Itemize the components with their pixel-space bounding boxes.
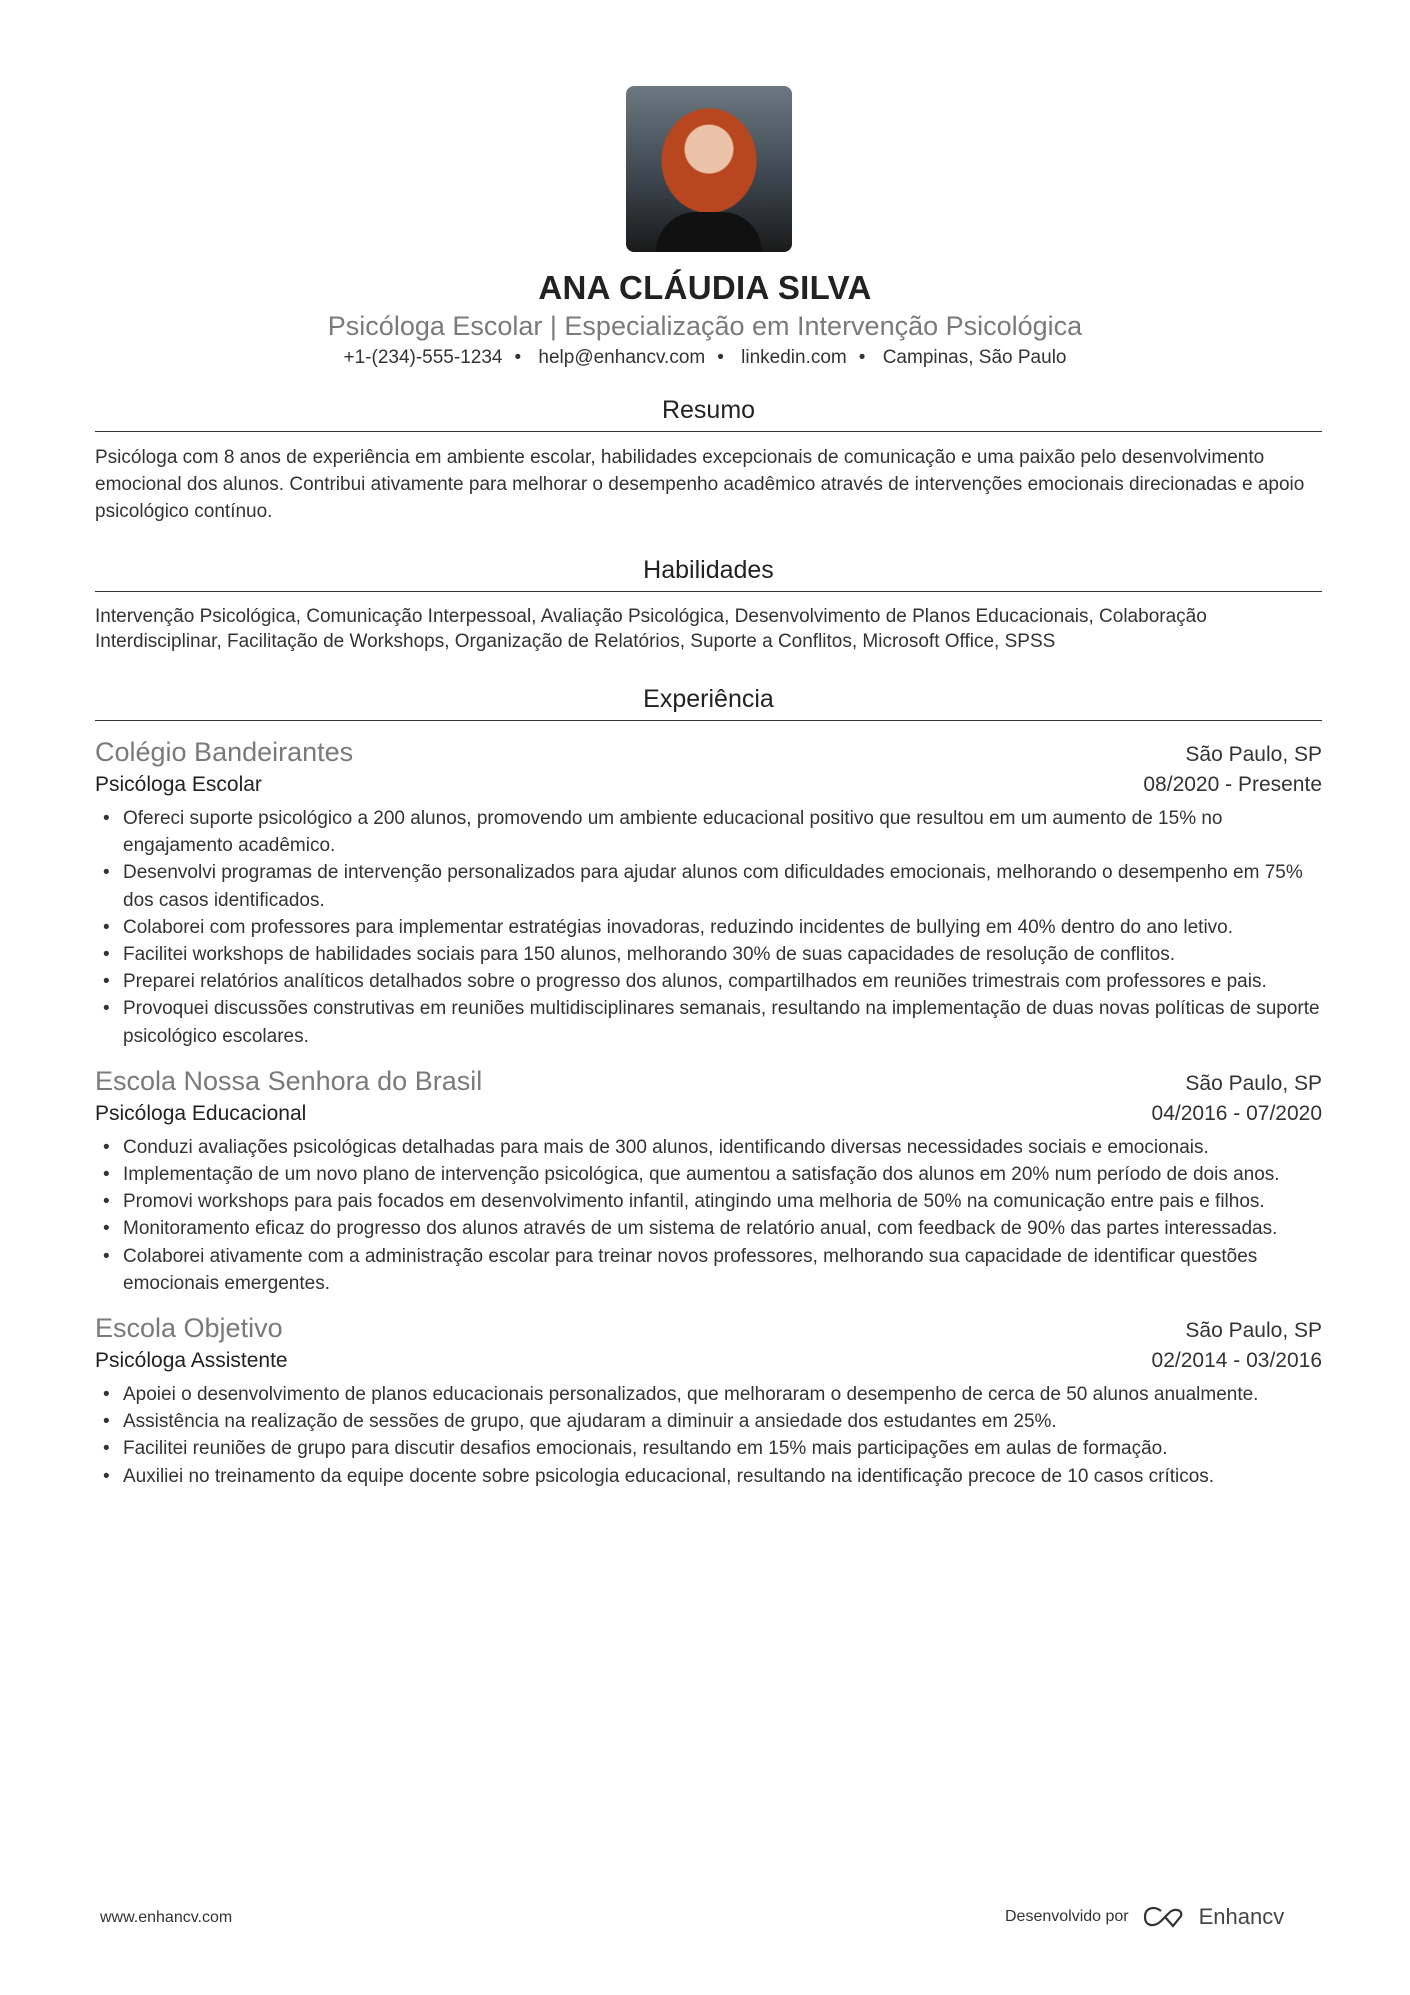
job-dates: 02/2014 - 03/2016 (1151, 1349, 1322, 1373)
job-bullets (95, 1381, 1322, 1490)
section-heading: Experiência (95, 684, 1322, 721)
company-name: Colégio Bandeirantes (95, 737, 354, 767)
company-name: Escola Nossa Senhora do Brasil (95, 1065, 483, 1096)
skills-text: Intervenção Psicológica, Comunicação Interpessoal, Avaliação Psicológica, Desenvolvimento de Planos Educacionais, Colaboração Interdisciplinar, Facilitação de Workshops, Organização de Relatórios, Suporte a Conflitos, Microsoft Office, SPSS (95, 606, 1207, 652)
summary-section (95, 395, 1322, 525)
location: Campinas, São Paulo (882, 347, 1067, 368)
profile-photo (626, 86, 792, 252)
footer-brand (1005, 1904, 1284, 1930)
bullet-item: • Promovi workshops para pais focados em desenvolvimento infantil, atingindo uma melhoria de 50% na comunicação entre pais e filhos. (95, 1188, 1322, 1215)
job-dates: 04/2016 - 07/2020 (1151, 1101, 1322, 1125)
linkedin[interactable]: linkedin.com (741, 347, 847, 368)
job-role: Psicóloga Escolar (95, 773, 262, 796)
powered-by: Desenvolvido por (1005, 1908, 1129, 1925)
section-heading: Habilidades (95, 555, 1322, 592)
resume-header (0, 268, 1410, 372)
bullet-item: • Desenvolvi programas de intervenção personalizados para ajudar alunos com dificuldades emocionais, melhorando o desempenho em 75% dos casos identificados. (95, 859, 1322, 913)
bullet-item: • Monitoramento eficaz do progresso dos alunos através de um sistema de relatório anual, com feedback de 90% das partes interessadas. (95, 1215, 1322, 1242)
job-bullets (95, 805, 1322, 1050)
bullet-item: • Preparei relatórios analíticos detalhados sobre o progresso dos alunos, compartilhados em reuniões trimestrais com professores e pais. (95, 968, 1322, 995)
bullet-item: • Implementação de um novo plano de intervenção psicológica, que aumentou a satisfação dos alunos em 20% num período de dois anos. (95, 1161, 1322, 1188)
job-location: São Paulo, SP (1185, 1319, 1322, 1343)
summary-text: Psicóloga com 8 anos de experiência em ambiente escolar, habilidades excepcionais de comunicação e uma paixão pelo desenvolvimento emocional dos alunos. Contribui ativamente para melhorar o desempenho acadêmico através de intervenções emocionais direcionadas e apoio psicológico contínuo. (95, 447, 1305, 522)
bullet-item: • Colaborei com professores para implementar estratégias inovadoras, reduzindo incidentes de bullying em 40% dentro do ano letivo. (95, 914, 1322, 941)
bullet-item: • Facilitei workshops de habilidades sociais para 150 alunos, melhorando 30% de suas capacidades de resolução de conflitos. (95, 941, 1322, 968)
job-entry (95, 1064, 1322, 1297)
section-heading: Resumo (95, 395, 1322, 432)
job-bullets (95, 1134, 1322, 1297)
bullet-item: • Provoquei discussões construtivas em reuniões multidisciplinares semanais, resultando na implementação de duas novas políticas de suporte psicológico escolares. (95, 995, 1322, 1049)
bullet-item: • Colaborei ativamente com a administração escolar para treinar novos professores, melhorando sua capacidade de identificar questões emocionais emergentes. (95, 1243, 1322, 1297)
bullet-item: • Ofereci suporte psicológico a 200 alunos, promovendo um ambiente educacional positivo que resultou em um aumento de 15% no engajamento acadêmico. (95, 805, 1322, 859)
bullet-item: • Conduzi avaliações psicológicas detalhadas para mais de 300 alunos, identificando diversas necessidades sociais e emocionais. (95, 1134, 1322, 1161)
contact-line: +1-(234)-555-1234 • help@enhancv.com • linkedin.com • Campinas, São Paulo (343, 347, 1067, 368)
phone: +1-(234)-555-1234 (343, 347, 503, 368)
job-role: Psicóloga Educacional (95, 1101, 307, 1125)
enhancv-logo-icon (1141, 1905, 1187, 1929)
job-role: Psicóloga Assistente (95, 1349, 288, 1373)
candidate-title: Psicóloga Escolar | Especialização em Intervenção Psicológica (327, 311, 1083, 341)
job-location: São Paulo, SP (1185, 743, 1322, 766)
footer-website[interactable]: www.enhancv.com (100, 1909, 233, 1926)
company-name: Escola Objetivo (95, 1313, 283, 1344)
job-location: São Paulo, SP (1185, 1071, 1322, 1095)
bullet-item: • Apoiei o desenvolvimento de planos educacionais personalizados, que melhoraram o desempenho de cerca de 50 alunos anualmente. (95, 1381, 1322, 1408)
job-entry (95, 735, 1322, 1050)
brand-name: Enhancv (1198, 1904, 1285, 1929)
job-dates: 08/2020 - Presente (1143, 773, 1322, 796)
skills-section (95, 555, 1322, 654)
email[interactable]: help@enhancv.com (538, 347, 706, 368)
experience-section (95, 684, 1322, 1490)
job-entry (95, 1311, 1322, 1490)
bullet-item: • Auxiliei no treinamento da equipe docente sobre psicologia educacional, resultando na identificação precoce de 10 casos críticos. (95, 1463, 1322, 1490)
candidate-name: ANA CLÁUDIA SILVA (538, 269, 872, 306)
bullet-item: • Assistência na realização de sessões de grupo, que ajudaram a diminuir a ansiedade dos estudantes em 25%. (95, 1408, 1322, 1435)
bullet-item: • Facilitei reuniões de grupo para discutir desafios emocionais, resultando em 15% mais participações em aulas de formação. (95, 1435, 1322, 1462)
